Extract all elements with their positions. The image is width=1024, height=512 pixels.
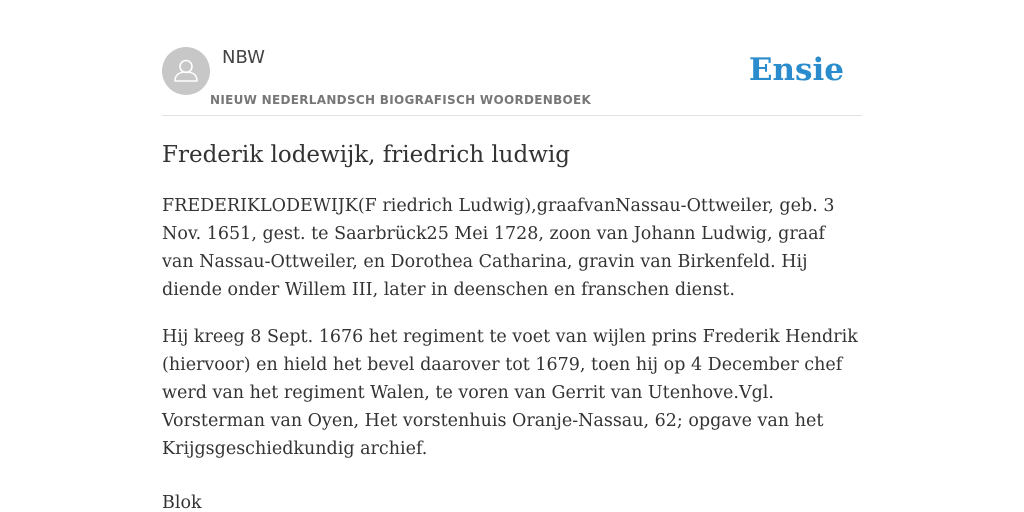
article-paragraph: Hij kreeg 8 Sept. 1676 het regiment te voet van wijlen prins Frederik Hendrik (hiervoor) en hield het bevel daarover tot 1679, toen hij op 4 December chef werd van het regiment Walen, te voren van Gerrit van Utenhove.Vgl. Vorsterman van Oyen, Het vorstenhuis Oranje-Nassau, 62; opgave van het Krijgsgeschiedkundig archief.	[162, 327, 858, 459]
source-name[interactable]: NBW	[222, 47, 265, 68]
brand-logo[interactable]: Ensie	[748, 52, 844, 88]
article-title: Frederik lodewijk, friedrich ludwig	[162, 142, 570, 168]
article-author: Blok	[162, 493, 202, 512]
article-paragraph: FREDERIKLODEWIJK(F riedrich Ludwig),graafvanNassau-Ottweiler, geb. 3 Nov. 1651, gest. te Saarbrück25 Mei 1728, zoon van Johann Ludwig, graaf van Nassau-Ottweiler, en Dorothea Catharina, gravin van Birkenfeld. Hij diende onder Willem III, later in deenschen en franschen dienst.	[162, 196, 835, 300]
person-icon	[162, 47, 210, 95]
article	[162, 140, 862, 512]
source-subtitle: NIEUW NEDERLANDSCH BIOGRAFISCH WOORDENBOEK	[210, 93, 592, 107]
source-header	[162, 46, 862, 116]
